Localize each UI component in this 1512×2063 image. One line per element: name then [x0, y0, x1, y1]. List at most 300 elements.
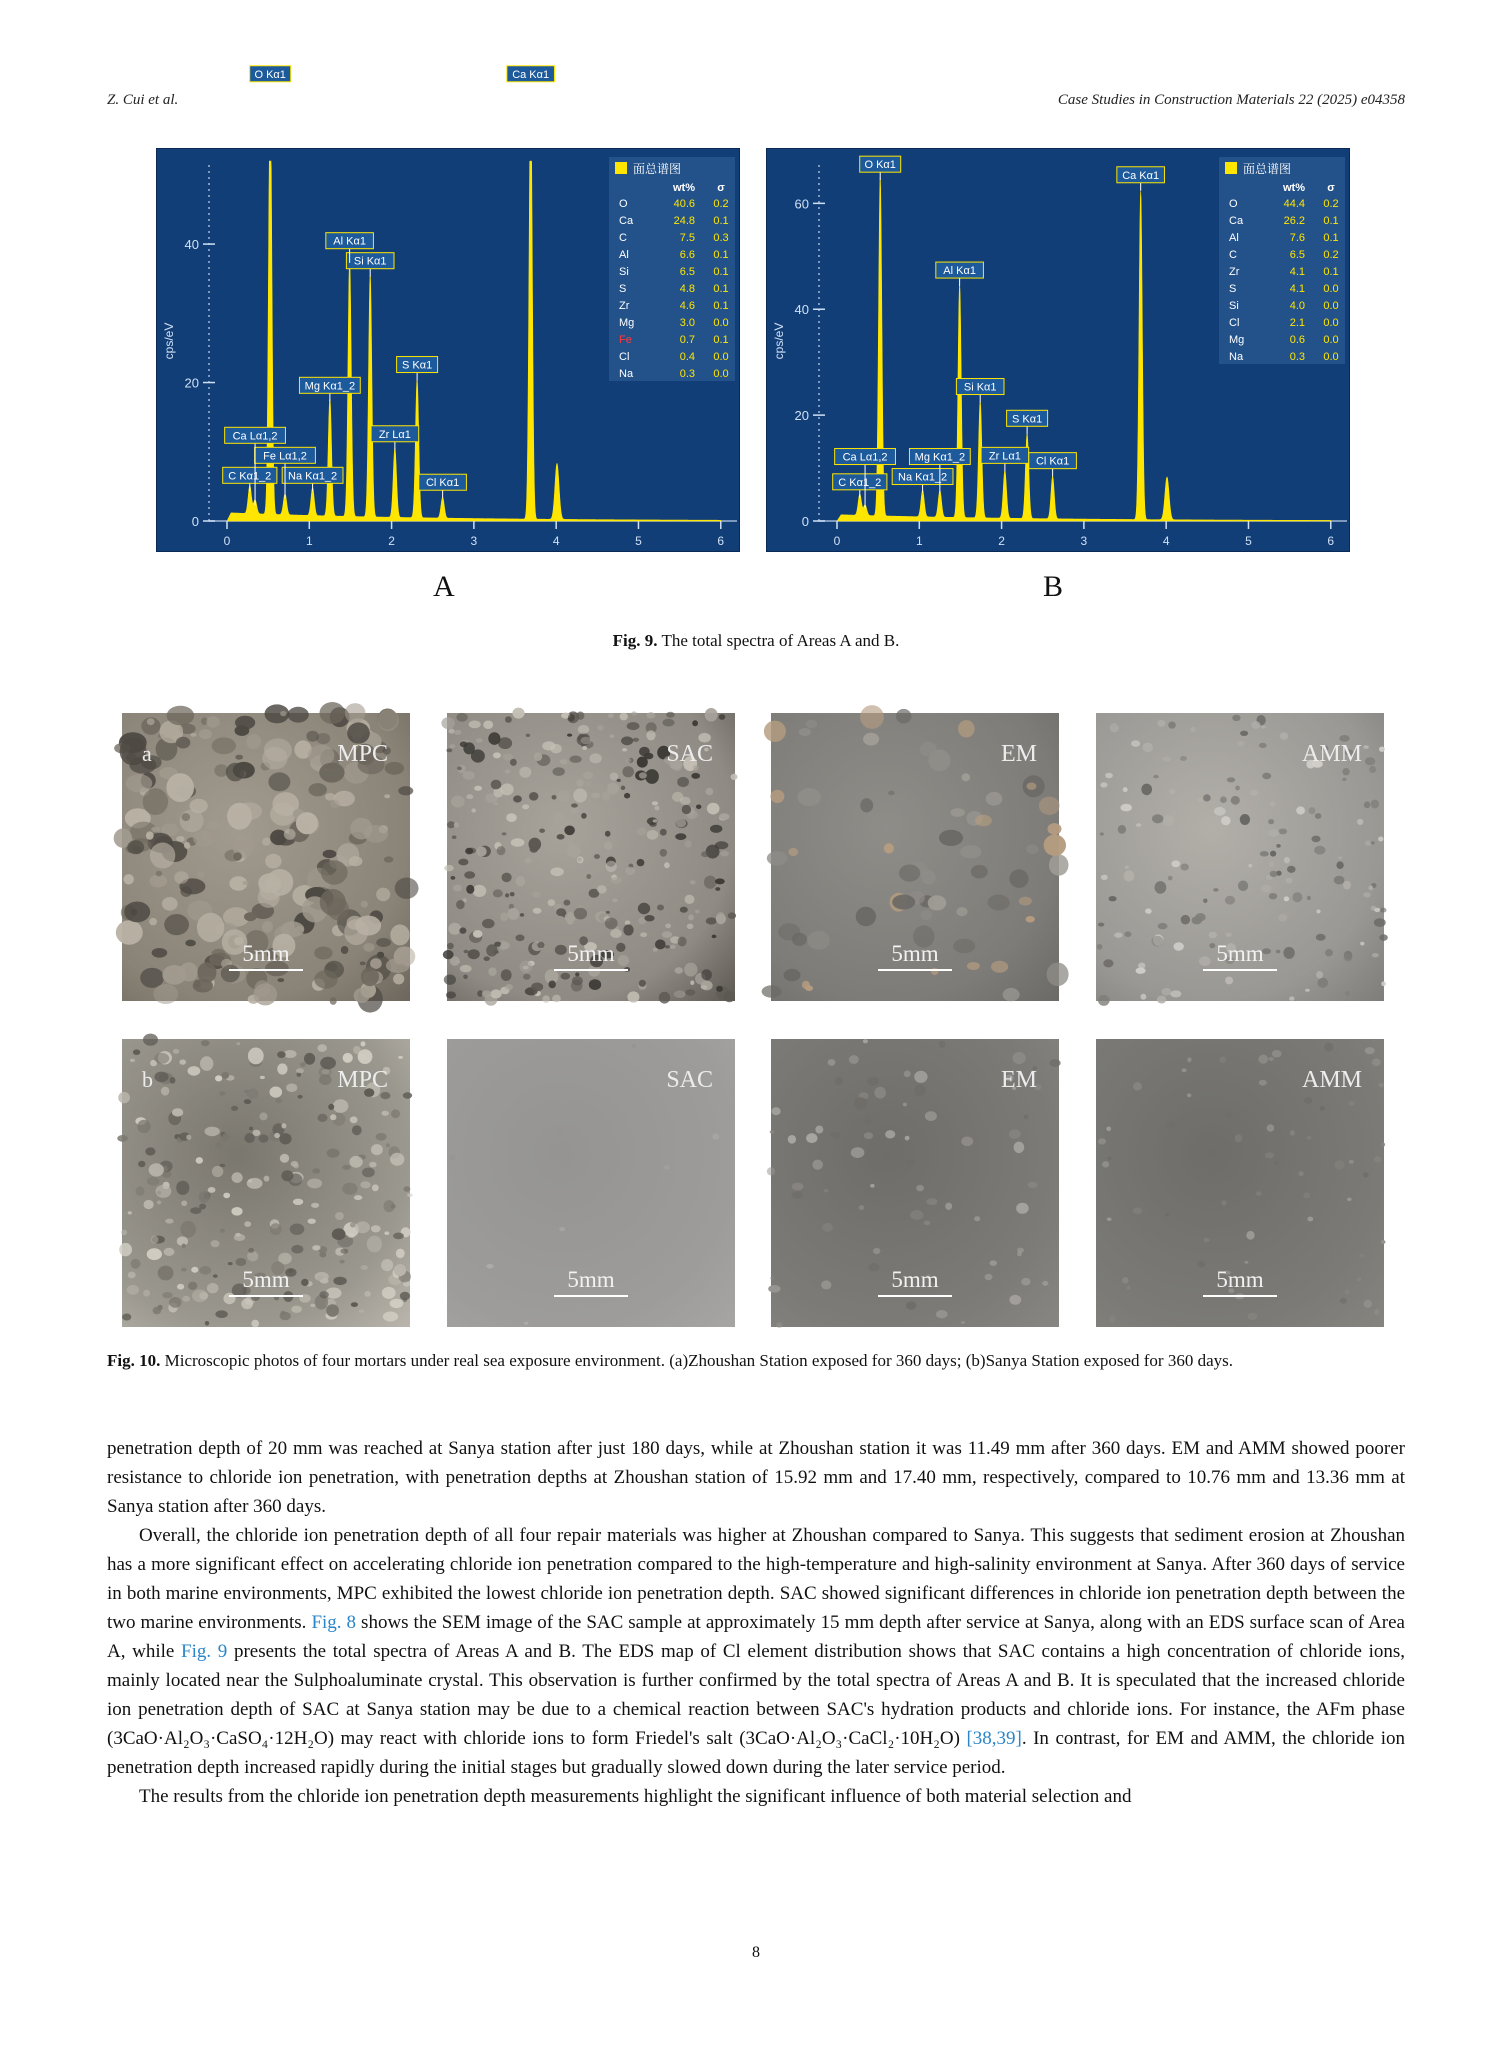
aggregate-particle	[690, 980, 694, 985]
aggregate-particle	[223, 1193, 230, 1199]
aggregate-particle	[716, 914, 726, 924]
aggregate-particle	[1348, 1101, 1354, 1106]
aggregate-particle	[524, 858, 531, 863]
aggregate-particle	[147, 718, 155, 725]
aggregate-particle	[262, 921, 273, 932]
aggregate-particle	[181, 1201, 187, 1207]
aggregate-particle	[320, 702, 346, 724]
peak-label: Ca Kα1	[512, 68, 550, 81]
aggregate-particle	[1163, 815, 1174, 826]
aggregate-particle	[290, 1224, 305, 1235]
fig-9-link[interactable]: Fig. 9	[181, 1641, 228, 1662]
aggregate-particle	[792, 1183, 804, 1191]
aggregate-particle	[326, 1304, 339, 1317]
aggregate-particle	[398, 786, 413, 795]
aggregate-particle	[1141, 994, 1147, 1000]
legend-wt-value: 6.6	[679, 249, 695, 261]
micro-photo-a-sac	[447, 713, 735, 1001]
aggregate-particle	[444, 975, 456, 985]
aggregate-particle	[384, 1200, 395, 1212]
aggregate-particle	[524, 1322, 528, 1325]
aggregate-particle	[660, 849, 667, 857]
aggregate-particle	[1284, 896, 1289, 901]
legend-sigma-value: 0.0	[1323, 317, 1339, 329]
micro-photo-b-amm	[1096, 1039, 1384, 1327]
aggregate-particle	[153, 984, 178, 1004]
aggregate-particle	[293, 1199, 303, 1205]
aggregate-particle	[706, 917, 717, 924]
aggregate-particle	[291, 1306, 302, 1313]
aggregate-particle	[118, 1092, 130, 1103]
aggregate-particle	[961, 1137, 973, 1147]
aggregate-particle	[1287, 866, 1296, 873]
aggregate-particle	[309, 783, 327, 796]
aggregate-particle	[206, 716, 220, 728]
aggregate-particle	[1106, 1127, 1111, 1132]
aggregate-particle	[633, 738, 639, 742]
aggregate-particle	[1360, 1254, 1365, 1257]
aggregate-particle	[231, 1207, 242, 1216]
aggregate-particle	[865, 1118, 872, 1124]
peak-label: Mg Kα1_2	[914, 451, 966, 464]
aggregate-particle	[685, 895, 695, 904]
aggregate-particle	[201, 1040, 210, 1046]
aggregate-particle	[131, 909, 137, 916]
aggregate-particle	[1162, 756, 1171, 761]
aggregate-particle	[707, 803, 720, 815]
aggregate-particle	[1278, 914, 1287, 922]
aggregate-particle	[1334, 876, 1345, 885]
aggregate-particle	[151, 827, 160, 833]
aggregate-particle	[219, 1091, 225, 1095]
aggregate-particle	[466, 794, 473, 799]
aggregate-particle	[244, 1221, 251, 1227]
x-tick-label: 2	[388, 534, 395, 548]
aggregate-particle	[1123, 787, 1128, 792]
legend-wt-value: 0.4	[679, 351, 695, 363]
peak-label: Zr Lα1	[378, 428, 411, 441]
scale-bar	[878, 1295, 952, 1297]
aggregate-particle	[1190, 727, 1195, 732]
photo-title: EM	[1001, 741, 1037, 767]
aggregate-particle	[197, 913, 224, 942]
photo-title: AMM	[1301, 741, 1362, 767]
aggregate-particle	[1315, 813, 1322, 819]
aggregate-particle	[382, 1111, 389, 1116]
aggregate-particle	[625, 867, 635, 875]
figure-9-label: Fig. 9.	[612, 631, 658, 650]
legend-wt-value: 4.8	[679, 283, 695, 295]
aggregate-particle	[167, 706, 195, 726]
aggregate-particle	[154, 1072, 168, 1083]
paragraph-2-part-b: shows the SEM image of the SAC sample at approximately 15 mm depth after service at Sanya, along with an EDS surface scan of Area A, while	[107, 1612, 1405, 1662]
aggregate-particle	[660, 829, 667, 836]
aggregate-particle	[637, 859, 645, 866]
legend-wt-value: 7.5	[679, 232, 695, 244]
running-header-authors: Z. Cui et al.	[107, 92, 179, 108]
aggregate-particle	[244, 912, 257, 921]
aggregate-particle	[199, 1292, 208, 1300]
aggregate-particle	[243, 881, 250, 885]
aggregate-particle	[349, 1156, 362, 1168]
aggregate-particle	[928, 895, 947, 910]
aggregate-particle	[1014, 1142, 1025, 1153]
photo-row-letter: b	[142, 1067, 153, 1092]
aggregate-particle	[441, 717, 454, 729]
aggregate-particle	[674, 990, 685, 998]
aggregate-particle	[1157, 996, 1166, 1004]
aggregate-particle	[764, 721, 786, 742]
aggregate-particle	[117, 1135, 128, 1142]
aggregate-particle	[358, 1049, 373, 1064]
aggregate-particle	[705, 708, 718, 722]
aggregate-particle	[259, 1112, 267, 1120]
legend-wt-value: 2.1	[1289, 317, 1305, 329]
aggregate-particle	[646, 730, 655, 740]
aggregate-particle	[652, 801, 658, 805]
aggregate-particle	[835, 1077, 843, 1085]
aggregate-particle	[552, 995, 561, 1003]
aggregate-particle	[638, 903, 650, 914]
figure-10-caption-text: Microscopic photos of four mortars under real sea exposure environment. (a)Zhoushan Station exposed for 360 days; (b)Sanya Station exposed for 360 days.	[164, 1351, 1233, 1370]
legend-element: Na	[1229, 351, 1244, 363]
aggregate-particle	[341, 1249, 349, 1254]
scale-bar	[878, 969, 952, 971]
legend-element: C	[619, 232, 627, 244]
aggregate-particle	[383, 1312, 398, 1322]
aggregate-particle	[1009, 1129, 1021, 1139]
aggregate-particle	[359, 1309, 365, 1312]
aggregate-particle	[281, 1170, 293, 1181]
aggregate-particle	[1221, 816, 1231, 825]
aggregate-particle	[617, 779, 621, 782]
aggregate-particle	[557, 790, 569, 802]
aggregate-particle	[812, 1160, 823, 1170]
aggregate-particle	[378, 709, 399, 731]
aggregate-particle	[1009, 869, 1028, 888]
x-tick-label: 1	[915, 534, 923, 548]
aggregate-particle	[665, 924, 671, 929]
aggregate-particle	[404, 1186, 411, 1192]
aggregate-particle	[403, 1298, 407, 1302]
aggregate-particle	[772, 1107, 781, 1115]
legend-sigma-value: 0.1	[713, 334, 729, 346]
aggregate-particle	[391, 1109, 400, 1118]
aggregate-particle	[270, 1223, 282, 1235]
aggregate-particle	[254, 983, 278, 1005]
aggregate-particle	[306, 731, 318, 742]
aggregate-particle	[1107, 1217, 1112, 1221]
aggregate-particle	[1124, 870, 1135, 881]
x-tick-label: 3	[1080, 534, 1088, 548]
aggregate-particle	[542, 741, 555, 750]
aggregate-particle	[212, 1166, 223, 1177]
aggregate-particle	[260, 1076, 265, 1079]
aggregate-particle	[1124, 931, 1131, 937]
aggregate-particle	[212, 737, 236, 754]
aggregate-particle	[454, 822, 459, 827]
aggregate-particle	[856, 907, 876, 926]
aggregate-particle	[482, 919, 495, 929]
aggregate-particle	[695, 910, 699, 914]
aggregate-particle	[342, 1165, 351, 1170]
legend-wt-value: 40.6	[673, 198, 695, 210]
legend-element: Cl	[619, 351, 630, 363]
aggregate-particle	[1170, 990, 1181, 997]
aggregate-particle	[594, 854, 600, 859]
aggregate-particle	[1012, 1052, 1025, 1064]
legend-sigma-value: 0.1	[713, 300, 729, 312]
aggregate-particle	[950, 808, 965, 817]
aggregate-particle	[557, 1128, 563, 1134]
aggregate-particle	[1268, 819, 1274, 824]
aggregate-particle	[454, 730, 461, 735]
aggregate-particle	[317, 1044, 327, 1052]
aggregate-particle	[147, 1177, 159, 1186]
aggregate-particle	[1098, 923, 1104, 927]
aggregate-particle	[1027, 844, 1039, 854]
aggregate-particle	[1145, 908, 1152, 913]
aggregate-particle	[330, 997, 337, 1005]
aggregate-particle	[220, 1229, 225, 1233]
aggregate-particle	[548, 899, 556, 906]
aggregate-particle	[127, 840, 144, 854]
legend-wt-value: 0.6	[1289, 334, 1305, 346]
aggregate-particle	[1105, 773, 1113, 779]
aggregate-particle	[320, 1057, 336, 1069]
aggregate-particle	[860, 798, 873, 812]
aggregate-particle	[205, 1321, 209, 1326]
legend-wt-value: 0.7	[679, 334, 695, 346]
peak-label: Na Kα1_2	[898, 471, 948, 484]
aggregate-particle	[477, 847, 487, 857]
aggregate-particle	[154, 1053, 169, 1064]
aggregate-particle	[330, 1114, 336, 1120]
aggregate-particle	[778, 923, 800, 940]
aggregate-particle	[1381, 981, 1386, 986]
scale-bar	[1203, 969, 1277, 971]
aggregate-particle	[974, 1216, 980, 1221]
aggregate-particle	[1307, 896, 1311, 900]
aggregate-particle	[1309, 807, 1316, 814]
peak-label: Zr Lα1	[988, 450, 1021, 463]
aggregate-particle	[646, 712, 655, 718]
aggregate-particle	[215, 1075, 222, 1081]
aggregate-particle	[1244, 1261, 1248, 1264]
aggregate-particle	[728, 912, 736, 919]
aggregate-particle	[677, 777, 689, 787]
aggregate-particle	[186, 1135, 191, 1140]
aggregate-particle	[657, 905, 664, 911]
scale-bar-label: 5mm	[891, 941, 939, 966]
legend-sigma-value: 0.0	[1323, 351, 1339, 363]
peak-label: O Kα1	[864, 159, 896, 172]
panel-letter-a: A	[433, 570, 455, 603]
aggregate-particle	[449, 1154, 456, 1161]
aggregate-particle	[241, 1298, 253, 1309]
aggregate-particle	[1155, 881, 1167, 894]
aggregate-particle	[1345, 991, 1350, 996]
aggregate-particle	[295, 926, 304, 931]
aggregate-particle	[583, 771, 594, 779]
legend-element: Mg	[619, 317, 635, 329]
aggregate-particle	[1238, 881, 1248, 892]
aggregate-particle	[1017, 1248, 1024, 1253]
aggregate-particle	[1220, 796, 1227, 803]
aggregate-particle	[1182, 1068, 1187, 1072]
aggregate-particle	[549, 981, 556, 989]
aggregate-particle	[571, 803, 578, 807]
aggregate-particle	[513, 795, 522, 802]
paragraph-2-part-c: presents the total spectra of Areas A and B. The EDS map of Cl element distribution shows that SAC contains a high concentration of chloride ions, mainly located near the Sulphoaluminate crystal. This observation is further confirmed by the total spectra of Areas A and B. It is speculated that the increased chloride ion penetration depth of SAC at Sanya station may be due to a chemical reaction between SAC's hydration products and chloride ions. For instance, the AFm phase (3CaO·Al₂O₃·CaSO₄·12H₂O) may react with chloride ions to form Friedel's salt (3CaO·Al₂O₃·CaCl₂·10H₂O)	[107, 1641, 1405, 1749]
micro-photo-a-amm	[1096, 713, 1384, 1001]
aggregate-particle	[474, 786, 482, 791]
peak-label: Ca Lα1,2	[842, 451, 888, 464]
aggregate-particle	[145, 1147, 155, 1155]
aggregate-particle	[335, 1212, 344, 1220]
aggregate-particle	[719, 714, 726, 720]
aggregate-particle	[275, 1098, 282, 1103]
aggregate-particle	[776, 1322, 782, 1328]
aggregate-particle	[1114, 932, 1123, 937]
aggregate-particle	[1379, 934, 1387, 941]
aggregate-particle	[1016, 1203, 1029, 1214]
aggregate-particle	[169, 1297, 182, 1308]
aggregate-particle	[1261, 726, 1266, 729]
aggregate-particle	[206, 821, 220, 830]
aggregate-particle	[1364, 802, 1370, 809]
aggregate-particle	[822, 1223, 833, 1232]
y-tick-label: 0	[191, 514, 199, 529]
aggregate-particle	[1272, 1050, 1282, 1057]
aggregate-particle	[1221, 1200, 1226, 1206]
aggregate-particle	[1318, 978, 1329, 988]
aggregate-particle	[1369, 885, 1374, 890]
aggregate-particle	[906, 1301, 916, 1309]
aggregate-particle	[1027, 783, 1037, 790]
legend-element: S	[619, 283, 627, 295]
aggregate-particle	[710, 825, 722, 833]
aggregate-particle	[640, 932, 647, 937]
aggregate-particle	[645, 769, 659, 784]
aggregate-particle	[649, 822, 656, 827]
aggregate-particle	[1251, 721, 1260, 729]
page-number: 8	[752, 1944, 760, 1961]
aggregate-particle	[138, 1161, 145, 1167]
aggregate-particle	[1299, 1171, 1304, 1176]
fig-8-link[interactable]: Fig. 8	[311, 1612, 357, 1633]
aggregate-particle	[529, 838, 542, 851]
peak-label: S Kα1	[1011, 413, 1043, 426]
aggregate-particle	[1107, 1157, 1112, 1161]
aggregate-particle	[920, 910, 932, 920]
aggregate-particle	[903, 1103, 907, 1107]
legend-element: Si	[619, 266, 629, 278]
aggregate-particle	[971, 865, 988, 879]
aggregate-particle	[508, 908, 520, 920]
aggregate-particle	[1324, 1043, 1333, 1052]
aggregate-particle	[608, 713, 614, 718]
aggregate-particle	[448, 923, 461, 935]
aggregate-particle	[277, 1051, 286, 1058]
aggregate-particle	[784, 969, 801, 981]
aggregate-particle	[961, 1321, 965, 1324]
aggregate-particle	[854, 1097, 867, 1110]
aggregate-particle	[589, 979, 601, 990]
aggregate-particle	[446, 991, 456, 998]
aggregate-particle	[570, 808, 579, 814]
peak-label: Mg Kα1_2	[304, 380, 356, 393]
aggregate-particle	[926, 1198, 937, 1205]
photo-title: EM	[1001, 1067, 1037, 1093]
aggregate-particle	[1180, 756, 1187, 761]
aggregate-particle	[520, 913, 524, 917]
aggregate-particle	[369, 1162, 376, 1168]
aggregate-particle	[1374, 1309, 1379, 1315]
aggregate-particle	[1231, 796, 1240, 805]
reference-link[interactable]: [38,39]	[966, 1728, 1022, 1749]
peak-label: Fe Lα1,2	[263, 450, 307, 463]
aggregate-particle	[345, 703, 366, 723]
aggregate-particle	[1101, 875, 1108, 880]
aggregate-particle	[1278, 829, 1287, 835]
aggregate-particle	[910, 1210, 923, 1220]
aggregate-particle	[1365, 757, 1375, 765]
scale-bar-label: 5mm	[1216, 941, 1264, 966]
aggregate-particle	[696, 805, 701, 810]
aggregate-particle	[639, 747, 650, 756]
peak-label: Al Kα1	[943, 265, 976, 278]
aggregate-particle	[958, 720, 975, 737]
aggregate-particle	[147, 1248, 162, 1260]
aggregate-particle	[682, 805, 691, 815]
legend-sigma-value: 0.1	[1323, 266, 1339, 278]
aggregate-particle	[610, 929, 622, 938]
aggregate-particle	[1292, 892, 1302, 902]
y-tick-label: 40	[794, 302, 809, 318]
aggregate-particle	[361, 901, 368, 908]
aggregate-particle	[1320, 1106, 1325, 1111]
aggregate-particle	[354, 1195, 362, 1200]
aggregate-particle	[621, 786, 625, 790]
aggregate-particle	[384, 794, 390, 798]
aggregate-particle	[1131, 740, 1140, 747]
aggregate-particle	[393, 974, 404, 985]
aggregate-particle	[1369, 766, 1376, 773]
aggregate-particle	[851, 1147, 865, 1158]
aggregate-particle	[451, 796, 465, 808]
aggregate-particle	[575, 972, 579, 976]
photo-row-letter: a	[142, 741, 152, 766]
aggregate-particle	[164, 1248, 175, 1256]
aggregate-particle	[172, 1108, 183, 1116]
aggregate-particle	[355, 1221, 370, 1233]
legend-swatch	[615, 162, 627, 174]
legend-element: Al	[619, 249, 629, 261]
aggregate-particle	[208, 1187, 216, 1193]
aggregate-particle	[258, 873, 281, 893]
aggregate-particle	[1314, 846, 1325, 855]
aggregate-particle	[165, 1219, 173, 1224]
aggregate-particle	[367, 1236, 382, 1253]
aggregate-particle	[235, 716, 255, 730]
aggregate-particle	[1274, 1161, 1278, 1165]
aggregate-particle	[1286, 878, 1293, 884]
body-text	[107, 1434, 1405, 1811]
aggregate-particle	[277, 978, 284, 982]
aggregate-particle	[446, 749, 452, 753]
aggregate-particle	[1237, 741, 1244, 747]
